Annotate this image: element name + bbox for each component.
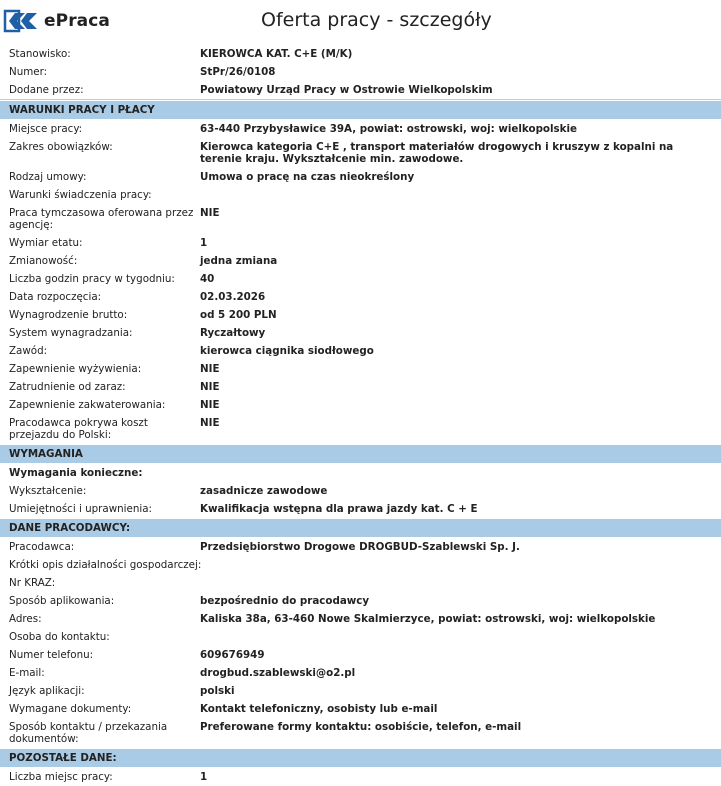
detail-row: [0, 120, 721, 138]
detail-row: [0, 500, 721, 518]
row-value: polski: [200, 685, 235, 697]
detail-row: [0, 270, 721, 288]
row-value: drogbud.szablewski@o2.pl: [200, 667, 356, 679]
row-label: Praca tymczasowa oferowana przez agencję:: [9, 207, 194, 231]
row-value: Umowa o pracę na czas nieokreślony: [200, 171, 415, 183]
detail-row: [0, 718, 721, 748]
row-label: Umiejętności i uprawnienia:: [9, 503, 153, 515]
row-label: Liczba miejsc pracy:: [9, 771, 113, 783]
row-label: Zatrudnienie od zaraz:: [9, 381, 126, 393]
row-value: zasadnicze zawodowe: [200, 485, 328, 497]
row-label: Wymagane dokumenty:: [9, 703, 132, 715]
row-label: Sposób aplikowania:: [9, 595, 115, 607]
row-value: [200, 186, 721, 204]
row-label: Dodane przez:: [9, 84, 84, 96]
row-label: E-mail:: [9, 667, 45, 679]
section-header-pozostale: POZOSTAŁE DANE:: [0, 749, 721, 767]
row-value: NIE: [200, 399, 220, 411]
row-value: Przedsiębiorstwo Drogowe DROGBUD-Szablewski Sp. J.: [200, 541, 520, 553]
row-value: jedna zmiana: [200, 255, 278, 267]
detail-row: [0, 664, 721, 682]
row-label: Numer telefonu:: [9, 649, 94, 661]
detail-row: [0, 414, 721, 444]
row-value: 02.03.2026: [200, 291, 266, 303]
row-label: System wynagradzania:: [9, 327, 133, 339]
row-value: NIE: [200, 207, 220, 219]
row-value: NIE: [200, 417, 220, 429]
row-label: Zakres obowiązków:: [9, 141, 113, 153]
detail-row: [0, 482, 721, 500]
detail-row: [0, 138, 721, 168]
warunki-rows: [0, 120, 721, 444]
header: [0, 0, 721, 44]
row-value: 63-440 Przybysławice 39A, powiat: ostrowski, woj: wielkopolskie: [200, 123, 578, 135]
row-value: Kwalifikacja wstępna dla prawa jazdy kat. C + E: [200, 503, 478, 515]
detail-row: [0, 81, 721, 100]
detail-row: [0, 628, 721, 646]
row-label: Data rozpoczęcia:: [9, 291, 102, 303]
detail-row: [0, 682, 721, 700]
detail-row: [0, 768, 721, 786]
row-value: NIE: [200, 363, 220, 375]
row-value: 1: [200, 237, 208, 249]
detail-row: [0, 306, 721, 324]
row-value: Kaliska 38a, 63-460 Nowe Skalmierzyce, powiat: ostrowski, woj: wielkopolskie: [200, 613, 656, 625]
logo: [3, 9, 110, 33]
row-value: Kierowca kategoria C+E , transport materiałów drogowych i kruszyw z kopalni na terenie kraju. Wykształcenie min. zawodowe.: [200, 141, 674, 165]
row-value: KIEROWCA KAT. C+E (M/K): [200, 48, 353, 60]
section-header-wymagania: WYMAGANIA: [0, 445, 721, 463]
detail-row: [0, 234, 721, 252]
detail-row: [0, 168, 721, 186]
detail-row: [0, 592, 721, 610]
section-header-pracodawca: DANE PRACODAWCY:: [0, 519, 721, 537]
row-value: [230, 556, 721, 574]
row-label: Pracodawca:: [9, 541, 75, 553]
detail-row: [0, 45, 721, 63]
row-label: Stanowisko:: [9, 48, 71, 60]
row-value: 609676949: [200, 649, 265, 661]
detail-row: [0, 556, 721, 574]
row-label: Nr KRAZ:: [9, 577, 56, 589]
row-label: Zmianowość:: [9, 255, 78, 267]
detail-row: [0, 186, 721, 204]
detail-row: [0, 378, 721, 396]
requirements-subheading: Wymagania konieczne:: [9, 467, 143, 479]
row-value: bezpośrednio do pracodawcy: [200, 595, 370, 607]
row-value: Ryczałtowy: [200, 327, 266, 339]
row-value: 40: [200, 273, 215, 285]
row-label: Pracodawca pokrywa koszt przejazdu do Polski:: [9, 417, 148, 441]
offer-details: [0, 45, 721, 786]
row-label: Zapewnienie zakwaterowania:: [9, 399, 166, 411]
row-label: Krótki opis działalności gospodarczej:: [9, 559, 202, 571]
row-label: Rodzaj umowy:: [9, 171, 87, 183]
epraca-logo-icon: [3, 9, 41, 33]
section-header-warunki: WARUNKI PRACY I PŁACY: [0, 101, 721, 119]
row-value: od 5 200 PLN: [200, 309, 277, 321]
row-label: Adres:: [9, 613, 42, 625]
detail-row: [0, 538, 721, 556]
row-label: Zawód:: [9, 345, 48, 357]
row-label: Numer:: [9, 66, 48, 78]
row-label: Liczba godzin pracy w tygodniu:: [9, 273, 175, 285]
page-title: Oferta pracy - szczegóły: [261, 9, 492, 31]
detail-row: [0, 700, 721, 718]
brand-name: ePraca: [44, 11, 110, 31]
row-value: Kontakt telefoniczny, osobisty lub e-mail: [200, 703, 438, 715]
row-label: Wymiar etatu:: [9, 237, 83, 249]
row-value: StPr/26/0108: [200, 66, 276, 78]
row-label: Język aplikacji:: [9, 685, 85, 697]
row-value: Powiatowy Urząd Pracy w Ostrowie Wielkopolskim: [200, 84, 493, 96]
row-value: Preferowane formy kontaktu: osobiście, telefon, e-mail: [200, 721, 522, 733]
detail-row: [0, 204, 721, 234]
detail-row: [0, 252, 721, 270]
row-label: Sposób kontaktu / przekazania dokumentów:: [9, 721, 168, 745]
row-label: Zapewnienie wyżywienia:: [9, 363, 142, 375]
detail-row: [0, 342, 721, 360]
row-label: Miejsce pracy:: [9, 123, 83, 135]
row-value: kierowca ciągnika siodłowego: [200, 345, 374, 357]
row-value: [200, 574, 721, 592]
detail-row: [0, 574, 721, 592]
detail-row: [0, 324, 721, 342]
detail-row: [0, 63, 721, 81]
row-label: Warunki świadczenia pracy:: [9, 189, 152, 201]
detail-row: [0, 646, 721, 664]
row-label: Wykształcenie:: [9, 485, 87, 497]
detail-row: [0, 360, 721, 378]
row-value: 1: [200, 771, 208, 783]
row-label: Wynagrodzenie brutto:: [9, 309, 128, 321]
detail-row: [0, 610, 721, 628]
row-label: Osoba do kontaktu:: [9, 631, 110, 643]
row-value: [200, 628, 721, 646]
row-value: NIE: [200, 381, 220, 393]
detail-row: [0, 288, 721, 306]
detail-row: [0, 396, 721, 414]
